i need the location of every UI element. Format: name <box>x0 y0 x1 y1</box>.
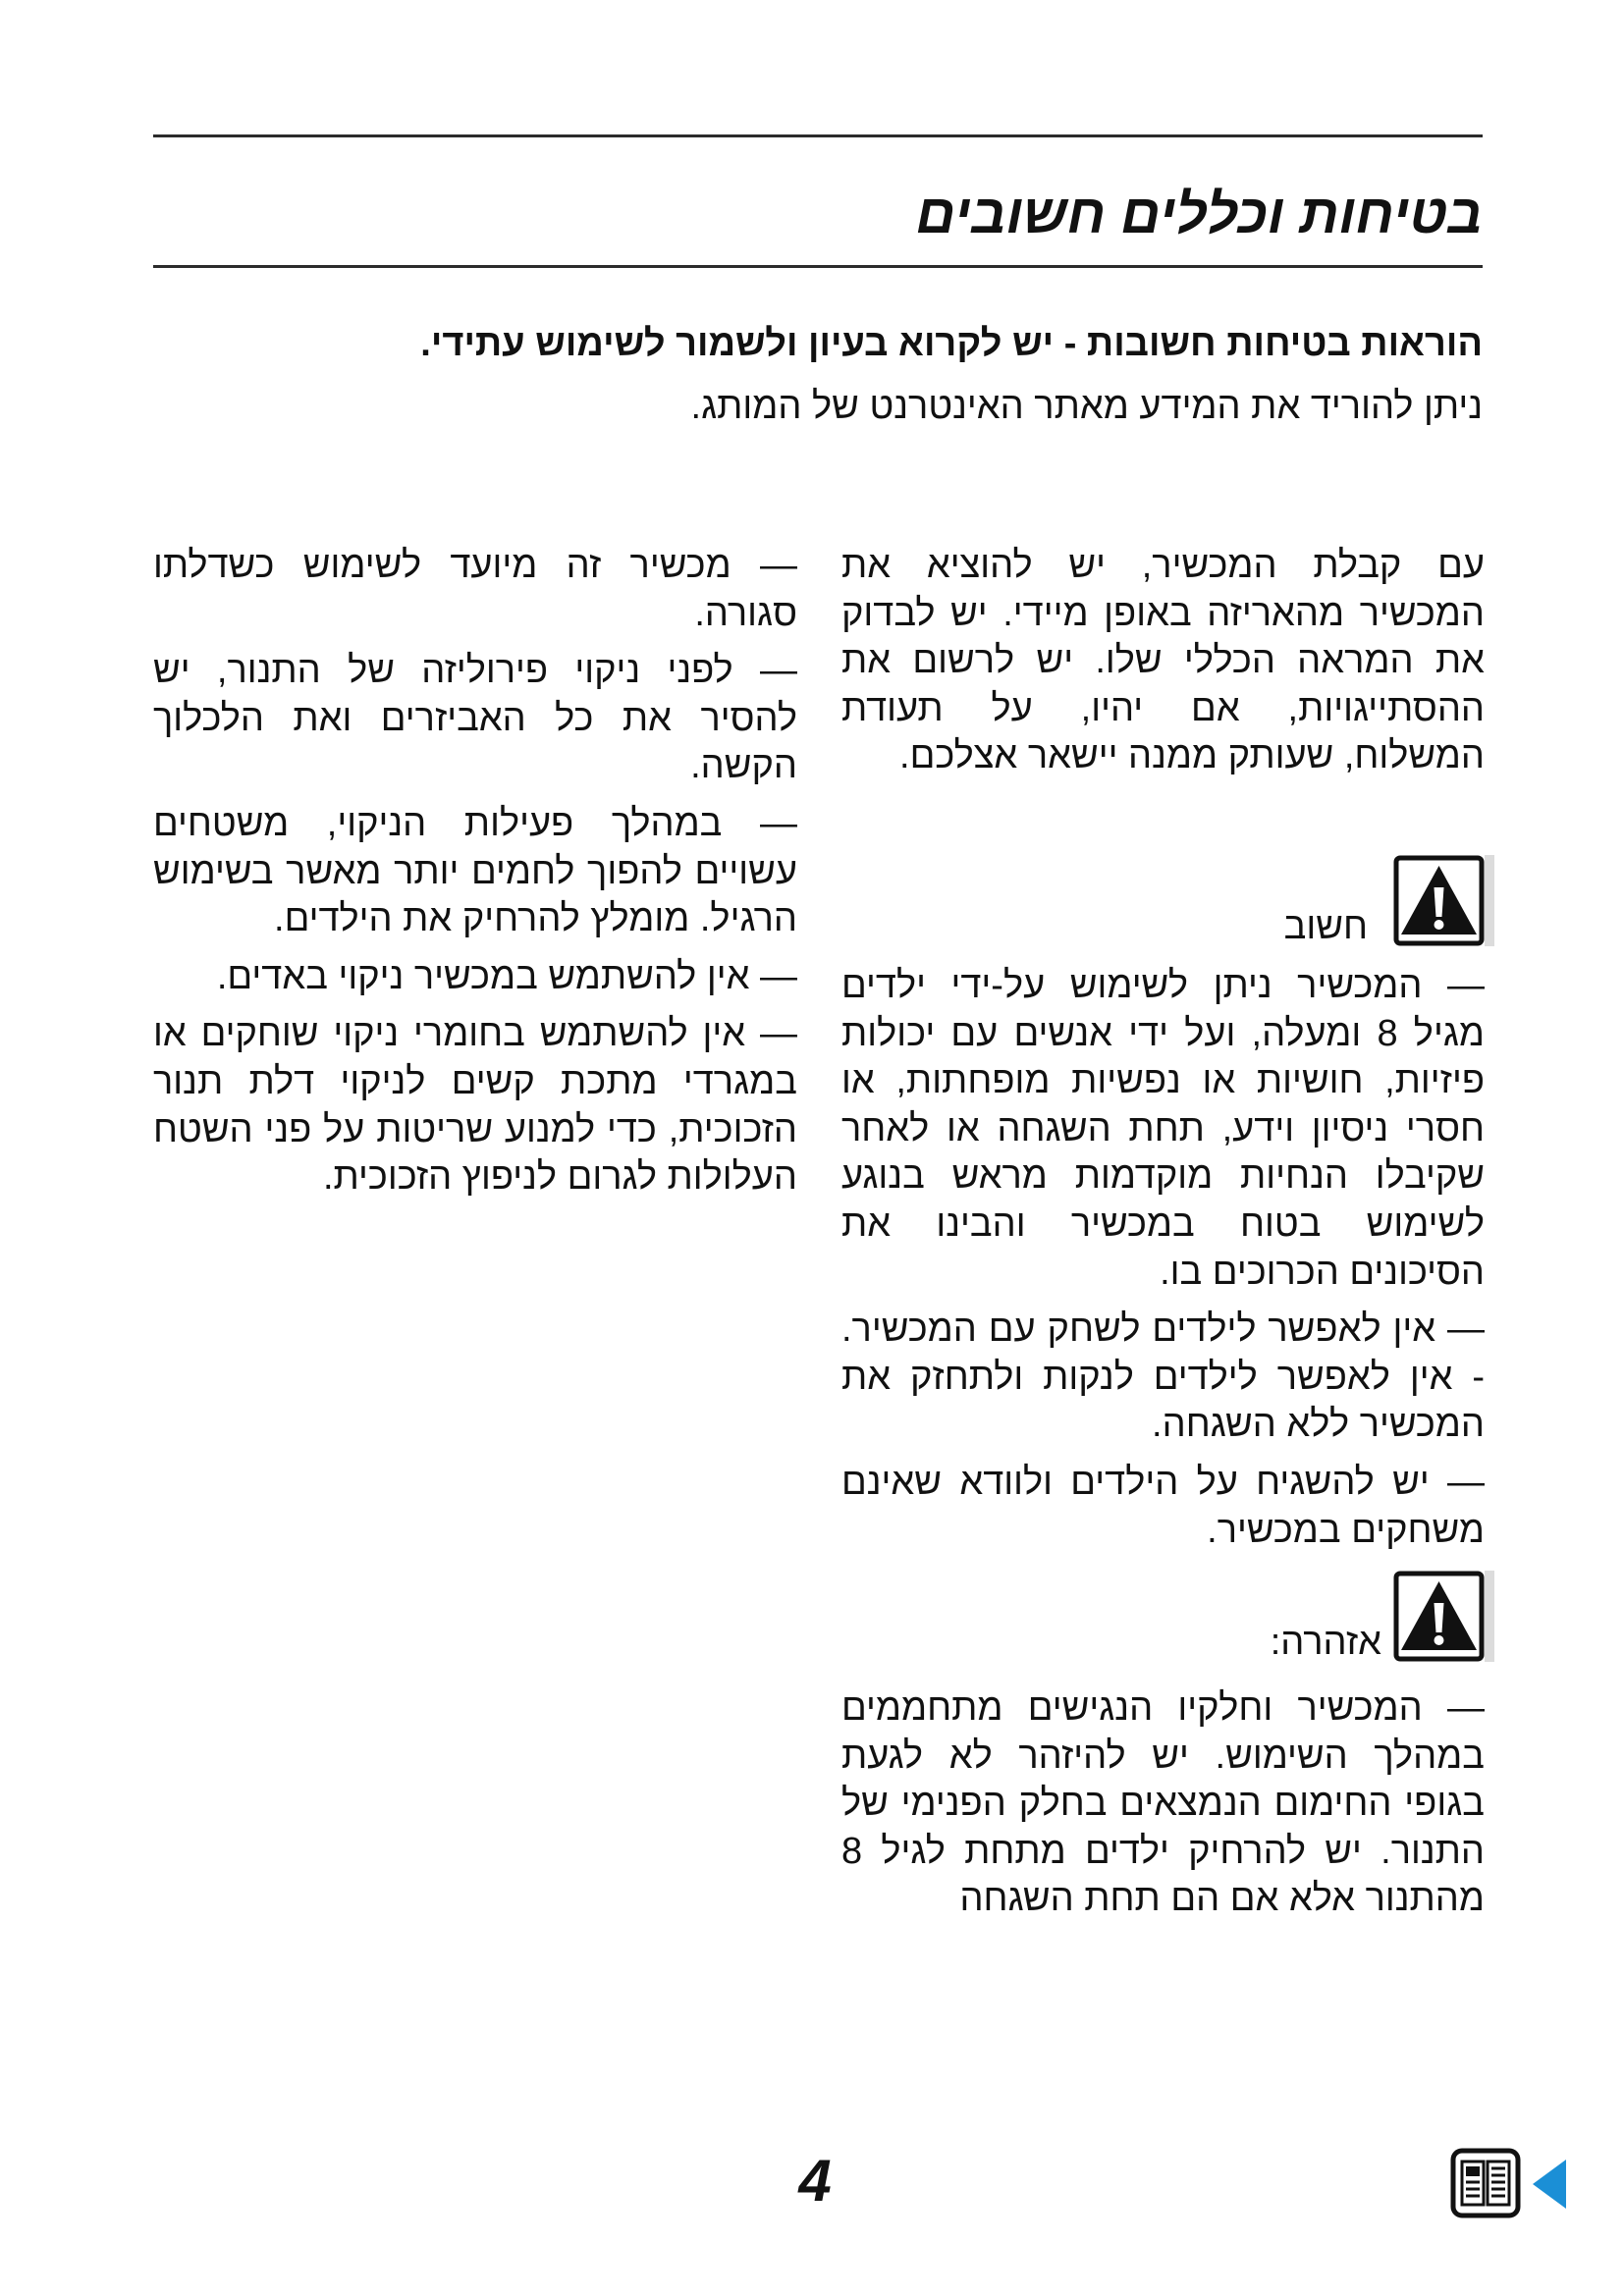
cleaning-item: — מכשיר זה מיועד לשימוש כשדלתו סגורה. <box>153 545 797 634</box>
title-underline-rule <box>153 265 1483 268</box>
download-note: ניתן להוריד את המידע מאתר האינטרנט של המותג. <box>690 386 1483 427</box>
important-label: חשוב <box>1283 905 1368 947</box>
warning-item: — המכשיר וחלקיו הנגישים מתחממים במהלך השימוש. יש להיזהר לא לגעת בגופי החימום הנמצאים בחלק הפנימי של התנור. יש להרחיק ילדים מתחת לגיל 8 מהתנור אלא אם הם תחת השגחה <box>841 1687 1485 1920</box>
top-rule <box>153 134 1483 137</box>
important-notice <box>841 855 1485 946</box>
important-item: — יש להשגיח על הילדים ולוודא שאינם משחקים במכשיר. <box>841 1461 1485 1551</box>
opening-paragraph: עם קבלת המכשיר, יש להוציא את המכשיר מהאריזה באופן מיידי. יש לבדוק את המראה הכללי שלו. יש לרשום את ההסתייגויות, אם יהיו, על תעודת המשלוח, שעותק ממנה יישאר אצלכם. <box>841 545 1485 777</box>
important-item: — המכשיר ניתן לשימוש על-ידי ילדים מגיל 8 ומעלה, ועל ידי אנשים עם יכולות פיזיות, חושיות או נפשיות מופחתות, או חסרי ניסיון וידע, תחת השגחה או לאחר שקיבלו הנחיות מוקדמות מראש בנוגע לשימוש בטוח במכשיר והבינו את הסיכונים הכרוכים בו. <box>841 964 1485 1293</box>
cleaning-item: — במהלך פעילות הניקוי, משטחים עשויים להפוך לחמים יותר מאשר בשימוש הרגיל. מומלץ להרחיק את הילדים. <box>153 802 797 940</box>
important-item: — אין לאפשר לילדים לשחק עם המכשיר. - אין לאפשר לילדים לנקות ולתחזק את המכשיר ללא השגחה. <box>841 1308 1485 1446</box>
cleaning-item: — לפני ניקוי פירוליזה של התנור, יש להסיר את כל האביזרים ואת הלכלוך הקשה. <box>153 650 797 787</box>
safety-instructions-heading: הוראות בטיחות חשובות - יש לקרוא בעיון ולשמור לשימוש עתידי. <box>420 323 1483 364</box>
left-column <box>153 542 797 1201</box>
cleaning-item: — אין להשתמש בחומרי ניקוי שוחקים או במגרדי מתכת קשים לניקוי דלת תנור הזכוכית, כדי למנוע שריטות על פני השטח העלולות לגרום לניפוץ הזכוכית. <box>153 1013 797 1199</box>
right-column <box>841 542 1485 1923</box>
warning-label: אזהרה: <box>1270 1622 1381 1664</box>
warning-triangle-icon <box>1393 855 1485 946</box>
page-title: בטיחות וכללים חשובים <box>915 183 1483 244</box>
warning-notice <box>841 1571 1485 1662</box>
table-of-contents-icon[interactable] <box>1450 2148 1521 2218</box>
cleaning-item: — אין להשתמש במכשיר ניקוי באדים. <box>216 955 797 997</box>
warning-triangle-icon <box>1393 1571 1485 1662</box>
previous-page-arrow-icon[interactable] <box>1533 2160 1566 2209</box>
page-number: 4 <box>798 2148 832 2214</box>
